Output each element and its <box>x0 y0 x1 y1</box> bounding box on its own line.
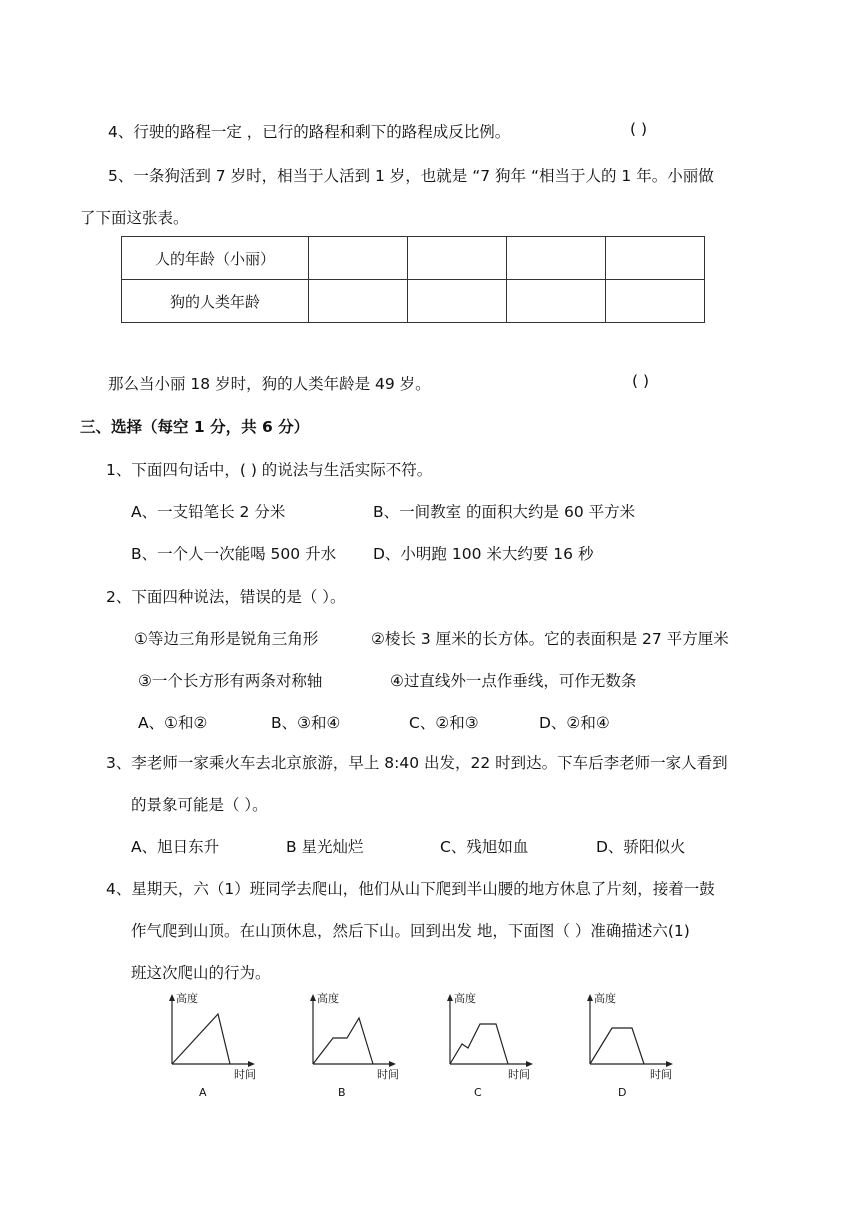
table-row <box>122 237 705 280</box>
table-cell-blank[interactable] <box>408 280 507 323</box>
q2-option-d[interactable]: D、②和④ <box>539 714 610 732</box>
q2-statement-2: ②棱长 3 厘米的长方体。它的表面积是 27 平方厘米 <box>371 630 729 648</box>
answer-paren[interactable]: ( ) <box>630 120 648 138</box>
graph-d-xlabel: 时间 <box>650 1068 672 1081</box>
table-cell-blank[interactable] <box>507 280 606 323</box>
graph-c-ylabel: 高度 <box>454 992 476 1005</box>
graph-a-plot <box>160 990 285 1100</box>
graph-b-xlabel: 时间 <box>377 1068 399 1081</box>
q3-option-a[interactable]: A、旭日东升 <box>131 838 220 856</box>
table-cell-blank[interactable] <box>309 280 408 323</box>
table-cell-blank[interactable] <box>606 280 705 323</box>
table-cell-blank[interactable] <box>507 237 606 280</box>
q3-option-d[interactable]: D、骄阳似火 <box>596 838 686 856</box>
graph-c-plot <box>438 990 563 1100</box>
graph-b[interactable] <box>301 990 426 1100</box>
q2-stem: 2、下面四种说法，错误的是（ ）。 <box>106 588 346 606</box>
graph-d-ylabel: 高度 <box>594 992 616 1005</box>
judge-item-5-conclusion: 那么当小丽 18 岁时，狗的人类年龄是 49 岁。 <box>108 375 431 393</box>
answer-paren[interactable]: ( ) <box>632 372 650 390</box>
judge-item-5-line1: 5、一条狗活到 7 岁时，相当于人活到 1 岁，也就是 “7 狗年 “相当于人的 1 年。小丽做 <box>108 167 714 185</box>
q2-option-c[interactable]: C、②和③ <box>409 714 479 732</box>
graph-c-caption: C <box>474 1086 482 1099</box>
q3-stem-line1: 3、李老师一家乘火车去北京旅游，早上 8:40 出发，22 时到达。下车后李老师一家人看到 <box>106 754 728 772</box>
table-cell-blank[interactable] <box>309 237 408 280</box>
table-cell-blank[interactable] <box>408 237 507 280</box>
q4-stem-line2: 作气爬到山顶。在山顶休息，然后下山。回到出发 地，下面图（ ）准确描述六(1) <box>131 922 690 940</box>
q3-stem-line2: 的景象可能是（ ）。 <box>131 796 268 814</box>
graph-a[interactable] <box>160 990 285 1100</box>
graph-b-plot <box>301 990 426 1100</box>
q2-option-a[interactable]: A、①和② <box>138 714 208 732</box>
table-cell-label: 狗的人类年龄 <box>122 280 309 323</box>
graph-a-caption: A <box>199 1086 207 1099</box>
q3-option-b[interactable]: B 星光灿烂 <box>286 838 364 856</box>
table-cell-label: 人的年龄（小丽） <box>122 237 309 280</box>
q4-stem-line1: 4、星期天，六（1）班同学去爬山，他们从山下爬到半山腰的地方休息了片刻，接着一鼓 <box>106 880 715 898</box>
q2-statement-1: ①等边三角形是锐角三角形 <box>134 630 319 648</box>
graph-b-caption: B <box>338 1086 346 1099</box>
graph-d[interactable] <box>578 990 703 1100</box>
table-cell-blank[interactable] <box>606 237 705 280</box>
q2-option-b[interactable]: B、③和④ <box>271 714 341 732</box>
q1-option-a[interactable]: A、一支铅笔长 2 分米 <box>131 503 286 521</box>
graph-a-ylabel: 高度 <box>176 992 198 1005</box>
graph-c[interactable] <box>438 990 563 1100</box>
q1-option-c[interactable]: B、一个人一次能喝 500 升水 <box>131 545 337 563</box>
q1-option-b[interactable]: B、一间教室 的面积大约是 60 平方米 <box>373 503 636 521</box>
age-table <box>121 236 705 323</box>
table-row <box>122 280 705 323</box>
q1-option-d[interactable]: D、小明跑 100 米大约要 16 秒 <box>373 545 594 563</box>
graph-c-xlabel: 时间 <box>508 1068 530 1081</box>
section-heading: 三、选择（每空 1 分，共 6 分） <box>80 418 310 436</box>
judge-item-4: 4、行驶的路程一定 ，已行的路程和剩下的路程成反比例。 <box>108 123 511 141</box>
graph-b-ylabel: 高度 <box>317 992 339 1005</box>
q2-statement-4: ④过直线外一点作垂线，可作无数条 <box>390 672 637 690</box>
graph-a-xlabel: 时间 <box>234 1068 256 1081</box>
graph-d-caption: D <box>618 1086 627 1099</box>
q2-statement-3: ③一个长方形有两条对称轴 <box>138 672 323 690</box>
q3-option-c[interactable]: C、残旭如血 <box>440 838 529 856</box>
q1-stem: 1、下面四句话中，( ) 的说法与生活实际不符。 <box>106 461 433 479</box>
q4-stem-line3: 班这次爬山的行为。 <box>131 964 271 982</box>
graph-d-plot <box>578 990 703 1100</box>
judge-item-5-line2: 了下面这张表。 <box>80 209 189 227</box>
